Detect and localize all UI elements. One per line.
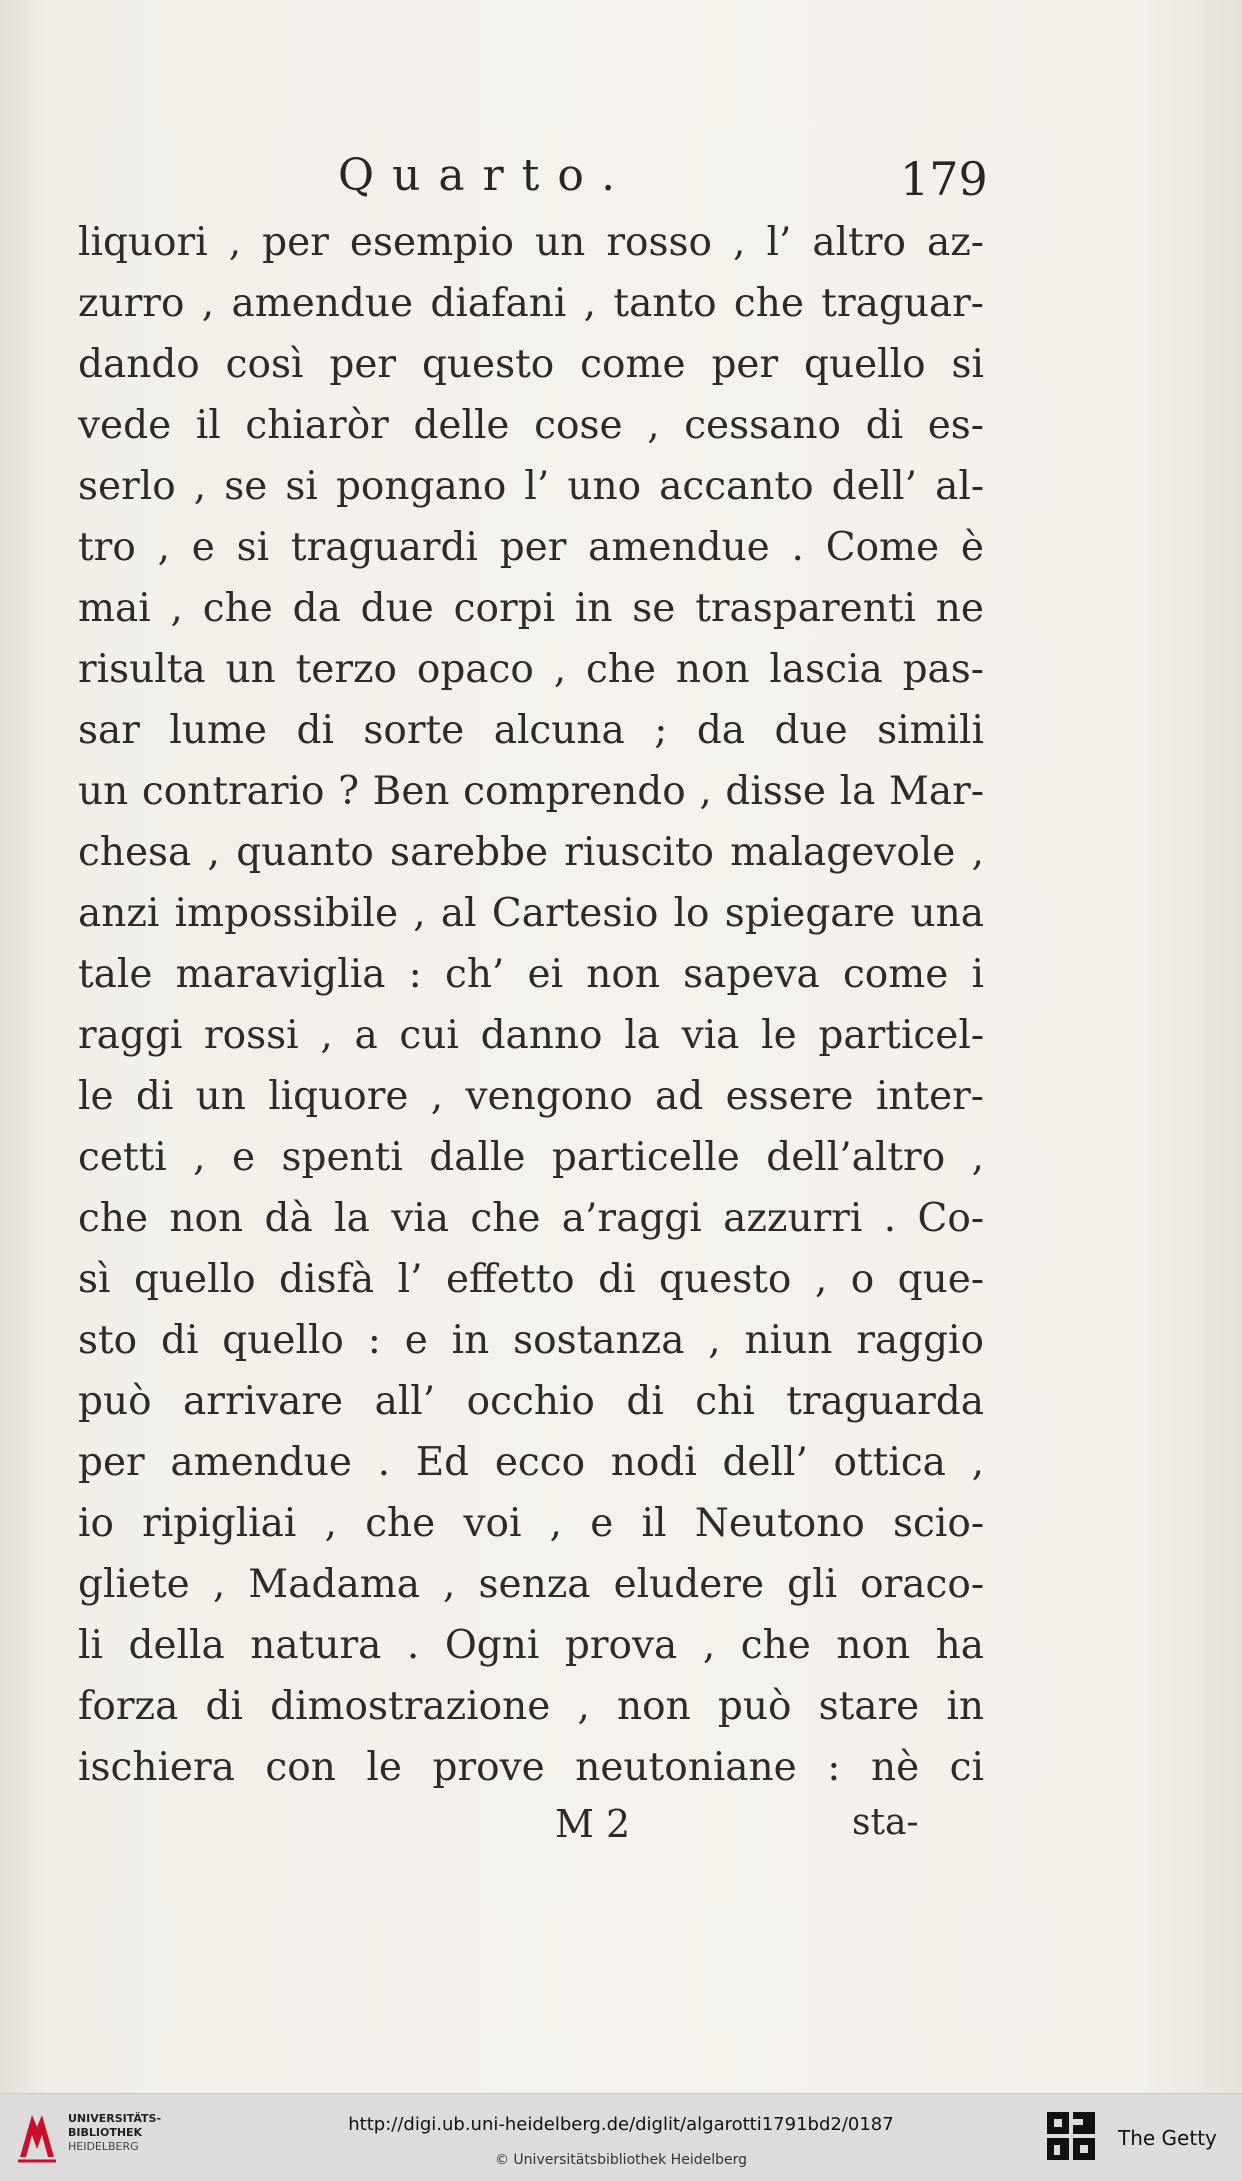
text-line: un contrario ? Ben comprendo , disse la Mar- xyxy=(78,769,984,814)
text-line: chesa , quanto sarebbe riuscito malagevole , xyxy=(78,830,984,875)
text-line: per amendue . Ed ecco nodi dell’ ottica , xyxy=(78,1440,984,1485)
library-name-line: BIBLIOTHEK xyxy=(68,2126,143,2139)
text-line: le di un liquore , vengono ad essere inter- xyxy=(78,1074,984,1119)
text-line: ischiera con le prove neutoniane : nè ci xyxy=(78,1745,984,1790)
text-line: può arrivare all’ occhio di chi traguarda xyxy=(78,1379,984,1424)
text-line: che non dà la via che a’raggi azzurri . Co- xyxy=(78,1196,984,1241)
copyright-notice: © Universitätsbibliothek Heidelberg xyxy=(494,2152,747,2168)
library-name-line: UNIVERSITÄTS- xyxy=(68,2112,162,2125)
getty-logo-icon xyxy=(1045,2110,1097,2166)
text-line: io ripigliai , che voi , e il Neutono scio- xyxy=(78,1501,984,1546)
text-line: sì quello disfà l’ effetto di questo , o que- xyxy=(78,1257,984,1302)
text-line: li della natura . Ogni prova , che non ha xyxy=(78,1623,984,1668)
text-line: risulta un terzo opaco , che non lascia pas- xyxy=(78,647,984,692)
signature-mark: M 2 xyxy=(555,1802,631,1846)
permalink-url[interactable]: http://digi.ub.uni-heidelberg.de/diglit/algarotti1791bd2/0187 xyxy=(348,2114,894,2135)
page-header xyxy=(0,150,1242,220)
text-line: tro , e si traguardi per amendue . Come è xyxy=(78,525,984,570)
text-line: gliete , Madama , senza eludere gli oraco- xyxy=(78,1562,984,1607)
library-name-line: HEIDELBERG xyxy=(68,2140,139,2153)
text-line: anzi impossibile , al Cartesio lo spiegare una xyxy=(78,891,984,936)
partner-name: The Getty xyxy=(1118,2126,1217,2150)
running-head: Quarto. xyxy=(338,150,634,201)
text-line: serlo , se si pongano l’ uno accanto dell’ al- xyxy=(78,464,984,509)
body-text xyxy=(78,212,984,1798)
text-line: sar lume di sorte alcuna ; da due simili xyxy=(78,708,984,753)
viewer-footer xyxy=(0,2093,1242,2181)
catchword: sta- xyxy=(852,1802,919,1843)
text-line: zurro , amendue diafani , tanto che traguar- xyxy=(78,281,984,326)
text-line: dando così per questo come per quello si xyxy=(78,342,984,387)
text-line: mai , che da due corpi in se trasparenti ne xyxy=(78,586,984,631)
text-line: forza di dimostrazione , non può stare in xyxy=(78,1684,984,1729)
page-number: 179 xyxy=(900,152,988,206)
text-line: sto di quello : e in sostanza , niun raggio xyxy=(78,1318,984,1363)
text-line: tale maraviglia : ch’ ei non sapeva come i xyxy=(78,952,984,997)
text-line: liquori , per esempio un rosso , l’ altro az- xyxy=(78,220,984,265)
text-line: raggi rossi , a cui danno la via le particel- xyxy=(78,1013,984,1058)
text-line: cetti , e spenti dalle particelle dell’altro , xyxy=(78,1135,984,1180)
text-line: vede il chiaròr delle cose , cessano di es- xyxy=(78,403,984,448)
